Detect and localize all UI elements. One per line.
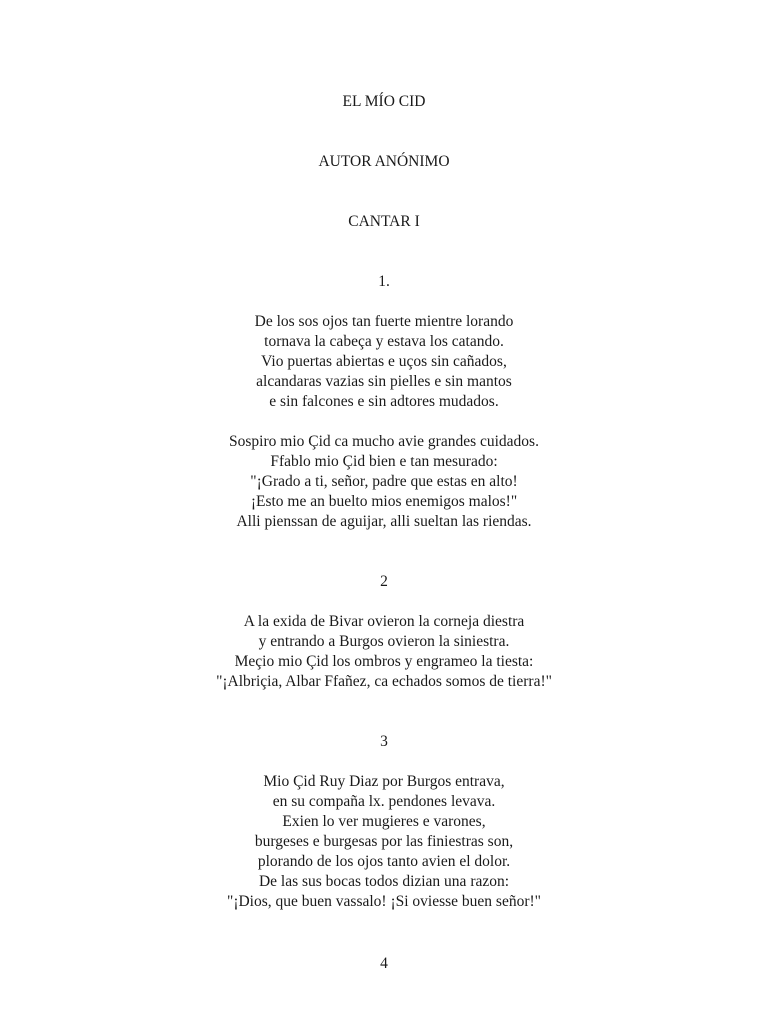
section-number: 1. [378,273,390,290]
document-title: EL MÍO CID [342,93,426,110]
verse-line: "¡Dios, que buen vassalo! ¡Si oviesse buen señor!" [227,893,541,910]
stanza [0,312,768,412]
verse-line: plorando de los ojos tanto avien el dolor. [257,853,511,870]
verse-line: A la exida de Bivar ovieron la corneja diestra [243,613,525,630]
verse-line: Ffablo mio Çid bien e tan mesurado: [270,453,498,470]
page-number: 4 [380,955,388,972]
verse-line: De los sos ojos tan fuerte mientre lorando [254,313,514,330]
verse-line: "¡Grado a ti, señor, padre que estas en alto! [250,473,518,490]
verse-line: alcandaras vazias sin pielles e sin mantos [256,373,512,390]
verse-line: en su compaña lx. pendones levava. [272,793,496,810]
stanza [0,612,768,692]
verse-line: e sin falcones e sin adtores mudados. [269,393,499,410]
verse-line: Alli pienssan de aguijar, alli sueltan las riendas. [236,513,532,530]
verse-line: burgeses e burgesas por las finiestras son, [254,833,514,850]
author-line: AUTOR ANÓNIMO [318,153,450,170]
section-number: 2 [380,573,388,590]
verse-line: Vio puertas abiertas e uços sin cañados, [261,353,507,370]
stanza [0,772,768,912]
verse-line: Mio Çid Ruy Diaz por Burgos entrava, [263,773,505,790]
verse-line: Sospiro mio Çid ca mucho avie grandes cuidados. [229,433,539,450]
stanza [0,432,768,532]
verse-line: ¡Esto me an buelto mios enemigos malos!" [250,493,518,510]
verse-line: "¡Albriçia, Albar Ffañez, ca echados somos de tierra!" [216,673,552,690]
verse-line: Meçio mio Çid los ombros y engrameo la tiesta: [234,653,534,670]
section-number: 3 [380,733,388,750]
verse-line: y entrando a Burgos ovieron la siniestra. [258,633,510,650]
verse-line: De las sus bocas todos dizian una razon: [258,873,510,890]
verse-line: Exien lo ver mugieres e varones, [282,813,486,830]
verse-line: tornava la cabeça y estava los catando. [264,333,504,350]
cantar-heading: CANTAR I [348,213,420,230]
